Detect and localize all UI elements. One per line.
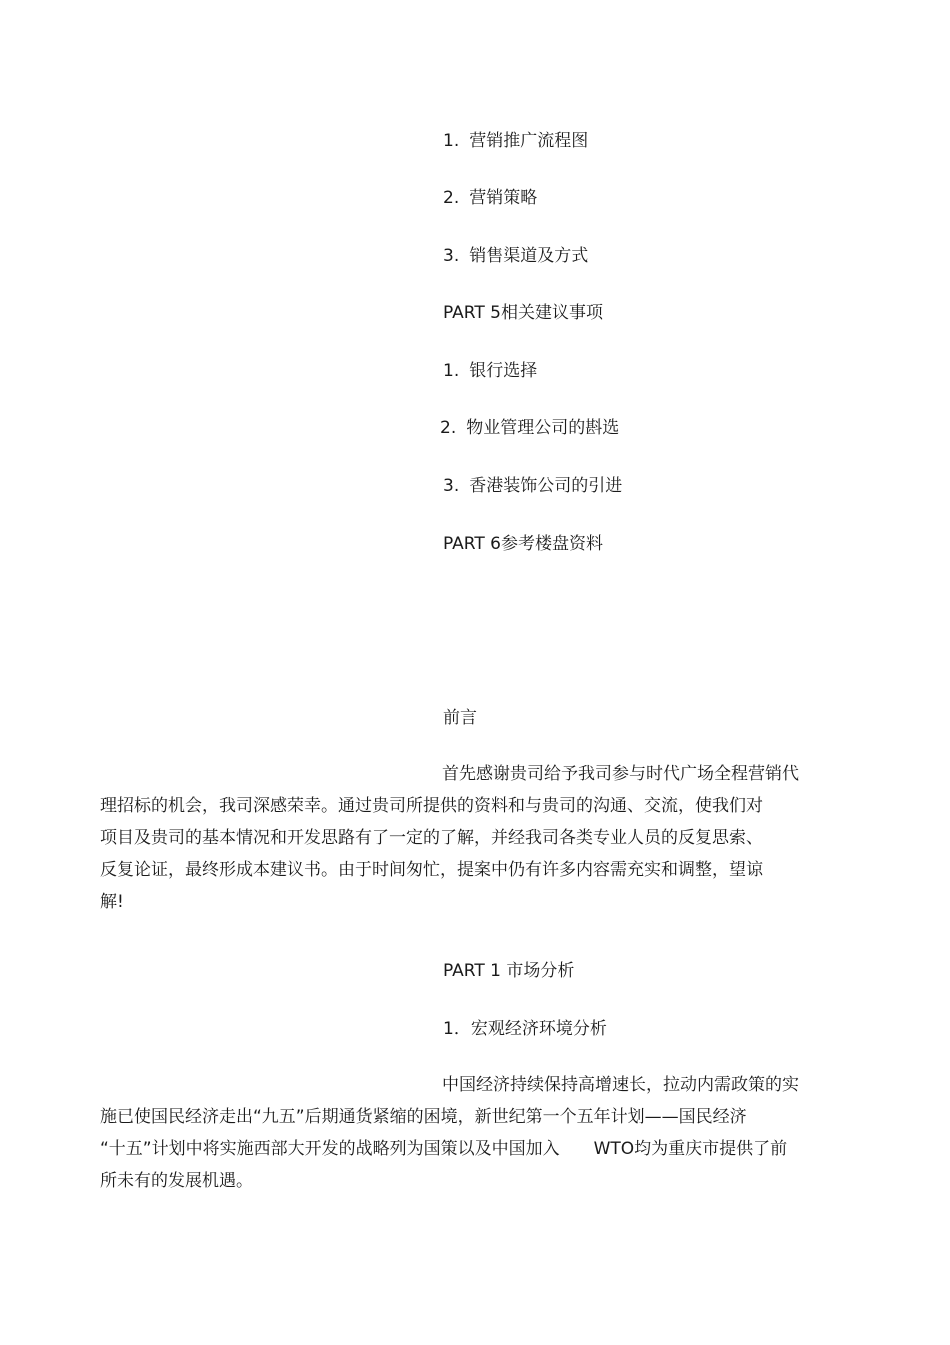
toc-item-label: 香港装饰公司的引进: [469, 476, 623, 496]
toc-item-number: 1.: [443, 361, 460, 381]
toc-item-label: 营销推广流程图: [469, 131, 589, 151]
toc-part5-heading: [443, 301, 603, 325]
toc-item-label: 营销策略: [469, 188, 538, 208]
toc-item-label: 银行选择: [469, 361, 538, 381]
toc-item-2: [443, 186, 537, 210]
paragraph-line: “十五”计划中将实施西部大开发的战略列为国策以及中国加入 WTO均为重庆市提供了前: [100, 1139, 788, 1159]
toc-item-6: [443, 474, 622, 498]
part1-heading: PART 1 市场分析: [443, 961, 575, 981]
toc-item-number: 3.: [443, 476, 460, 496]
toc-item-label: PART 5相关建议事项: [443, 303, 603, 323]
paragraph-line: 解!: [100, 892, 124, 912]
toc-item-label: 销售渠道及方式: [469, 246, 589, 266]
toc-item-label: 物业管理公司的斟选: [466, 418, 620, 438]
toc-item-number: 3.: [443, 246, 460, 266]
toc-part6-heading: [443, 532, 603, 556]
part1-paragraph: [100, 1069, 840, 1197]
paragraph-line: 首先感谢贵司给予我司参与时代广场全程营销代: [442, 764, 799, 784]
preface-paragraph: [100, 758, 840, 918]
toc-item-label: PART 6参考楼盘资料: [443, 534, 603, 554]
paragraph-line: 中国经济持续保持高增速长，拉动内需政策的实: [442, 1075, 799, 1095]
toc-item-number: 2.: [443, 188, 460, 208]
preface-heading: 前言: [443, 708, 477, 728]
toc-item-number: 2.: [440, 418, 457, 438]
paragraph-line: 反复论证，最终形成本建议书。由于时间匆忙，提案中仍有许多内容需充实和调整，望谅: [100, 860, 763, 880]
paragraph-line: 施已使国民经济走出“九五”后期通货紧缩的困境，新世纪第一个五年计划——国民经济: [100, 1107, 747, 1127]
toc-item-number: 1.: [443, 131, 460, 151]
paragraph-line: 所未有的发展机遇。: [100, 1171, 253, 1191]
paragraph-line: 理招标的机会，我司深感荣幸。通过贵司所提供的资料和与贵司的沟通、交流，使我们对: [100, 796, 763, 816]
toc-item-3: [443, 244, 588, 268]
toc-item-5: [440, 416, 619, 440]
toc-item-1: [443, 129, 588, 153]
paragraph-line: 项目及贵司的基本情况和开发思路有了一定的了解，并经我司各类专业人员的反复思索、: [100, 828, 763, 848]
toc-item-4: [443, 359, 537, 383]
part1-subheading: 1．宏观经济环境分析: [443, 1019, 607, 1039]
